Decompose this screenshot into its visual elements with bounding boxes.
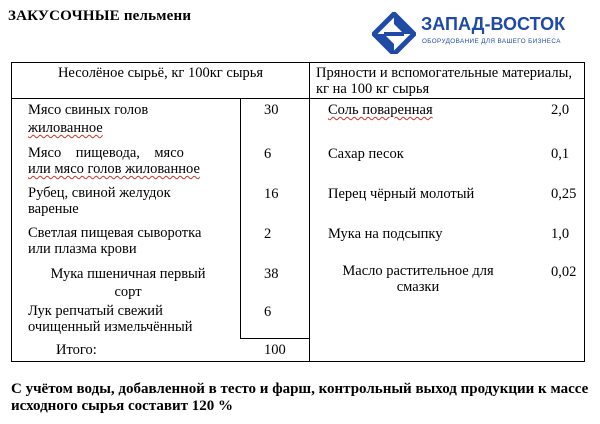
raw-item-value: 16 [264, 186, 279, 202]
total-label: Итого: [56, 342, 97, 358]
yield-note-line-2: исходного сырья составит 120 % [11, 398, 234, 414]
raw-item-line: Светлая пищевая сыворотка [28, 225, 202, 241]
yield-note-line-1: С учётом воды, добавленной в тесто и фарш, контрольный выход продукции к массе [11, 381, 589, 397]
spice-item-text: Соль поваренная [328, 102, 433, 118]
spice-item-line: смазки [396, 279, 440, 295]
logo-tagline: ОБОРУДОВАНИЕ ДЛЯ ВАШЕГО БИЗНЕСА [422, 38, 561, 45]
raw-item-line: Лук репчатый свежий [28, 303, 163, 319]
raw-item-value: 30 [264, 102, 279, 118]
header-spices-line-2: кг на 100 кг сырья [316, 81, 430, 97]
raw-item-line: очищенный измельчённый [28, 319, 193, 335]
raw-item-line: жилованное [28, 120, 103, 136]
spice-item-value: 0,25 [551, 186, 577, 202]
yield-note [11, 381, 591, 415]
spice-item-line: Масло растительное для [342, 263, 494, 279]
spice-item-value: 0,02 [551, 264, 577, 280]
logo-emblem-icon [372, 12, 416, 54]
raw-item-line: сорт [114, 284, 142, 300]
page-title: ЗАКУСОЧНЫЕ пельмени [8, 8, 192, 24]
company-logo [372, 12, 572, 54]
raw-item-name [28, 145, 228, 177]
spice-item-value: 2,0 [551, 102, 570, 118]
spice-item-name: Перец чёрный молотый [328, 186, 475, 202]
header-spices-line-1: Пряности и вспомогательные материалы, [316, 65, 572, 81]
spice-item-value: 1,0 [551, 226, 570, 242]
raw-item-value: 2 [264, 226, 272, 242]
raw-item-line [28, 161, 228, 177]
recipe-table [11, 62, 585, 362]
header-spices [310, 63, 585, 99]
raw-item-line: вареные [28, 201, 79, 217]
raw-item-text: или мясо голов жилованное [28, 161, 200, 177]
raw-item-line: Мука пшеничная первый [50, 266, 206, 282]
raw-item-name [28, 225, 238, 257]
spice-item-name: Мука на подсыпку [328, 226, 443, 242]
raw-item-value: 6 [264, 146, 272, 162]
raw-item-line: Рубец, свиной желудок [28, 185, 171, 201]
raw-materials-pane [12, 99, 310, 362]
raw-item-line: Мясо свиных голов [28, 102, 149, 118]
spice-item-name: Сахар песок [328, 146, 404, 162]
raw-item-name [28, 101, 228, 137]
raw-item-value: 6 [264, 304, 272, 320]
spice-item-value: 0,1 [551, 146, 570, 162]
spice-item-name [328, 101, 433, 119]
raw-item-line: или плазма крови [28, 241, 137, 257]
raw-item-line: Мясо пищевода, мясо [28, 145, 184, 161]
spices-pane [310, 99, 585, 362]
spice-item-name [318, 263, 518, 295]
total-value: 100 [264, 342, 286, 358]
logo-name: ЗАПАД-ВОСТОК [421, 14, 566, 34]
header-raw-materials: Несолёное сырьё, кг 100кг сырья [12, 63, 310, 99]
raw-item-name [28, 185, 228, 217]
raw-item-name [28, 303, 238, 335]
raw-item-value: 38 [264, 266, 279, 282]
raw-item-name [28, 265, 228, 301]
